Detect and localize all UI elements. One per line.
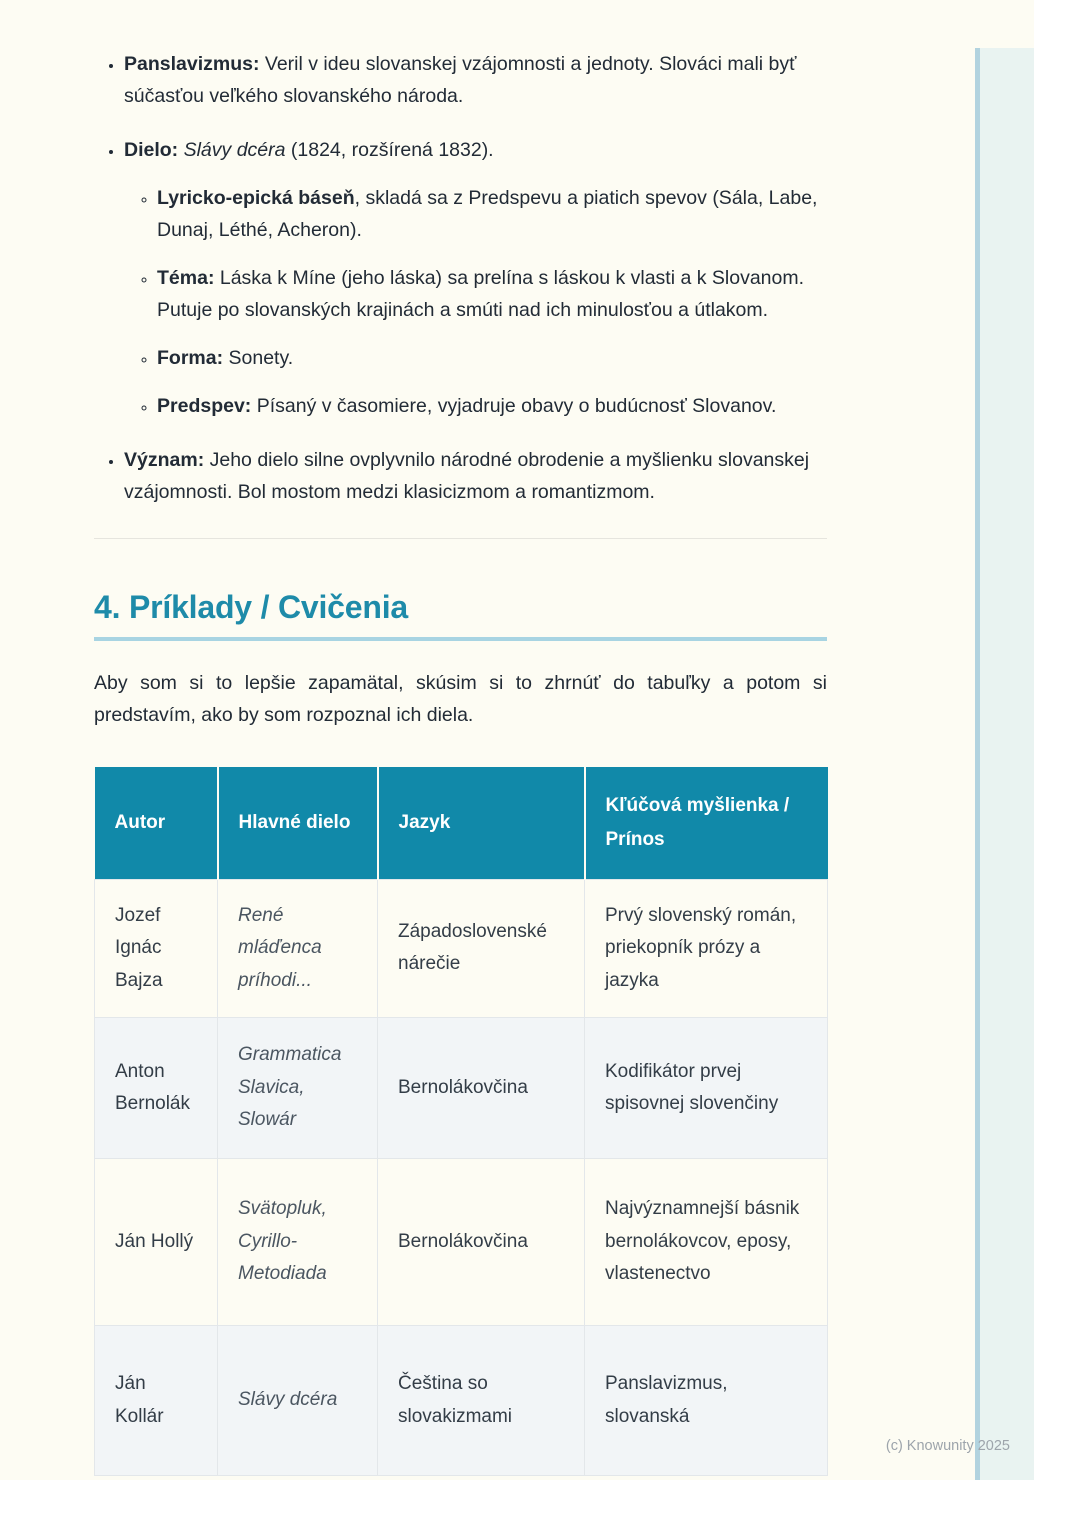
cell-autor: Anton Bernolák [95,1018,218,1159]
authors-table-header [95,767,828,879]
notes-sublist [124,182,827,422]
notes-list [94,48,827,508]
section-divider [94,538,827,539]
sublist-item-tema [157,262,827,326]
list-item-vyznam [124,444,827,508]
sublist-item-text: Láska k Míne (jeho láska) sa prelína s láskou k vlasti a k Slovanom. Putuje po slovanských krajinách a smúti nad ich minulosťou a útlakom. [157,267,805,321]
cell-autor: Jozef Ignác Bajza [95,879,218,1018]
cell-prinos: Prvý slovenský román, priekopník prózy a jazyka [585,879,828,1018]
list-item-term: Význam: [124,449,205,471]
list-item-text: Jeho dielo silne ovplyvnilo národné obrodenie a myšlienku slovanskej vzájomnosti. Bol mostom medzi klasicizmom a romantizmom. [124,449,810,503]
cell-prinos: Kodifikátor prvej spisovnej slovenčiny [585,1018,828,1159]
table-row-bernolak [95,1018,828,1159]
table-header-hlavne-dielo: Hlavné dielo [218,767,378,879]
sublist-item-term: Predspev: [157,395,252,417]
section-heading: 4. Príklady / Cvičenia [94,589,408,625]
cell-dielo: René mláďenca príhodi... [218,879,378,1018]
sublist-item-term: Téma: [157,267,215,289]
table-header-jazyk: Jazyk [378,767,585,879]
table-header-autor: Autor [95,767,218,879]
table-row-holly [95,1159,828,1326]
sublist-item-text: Písaný v časomiere, vyjadruje obavy o budúcnosť Slovanov. [251,395,777,417]
cell-jazyk: Západoslovenské nárečie [378,879,585,1018]
list-item-text: Veril v ideu slovanskej vzájomnosti a jednoty. Slováci mali byť súčasťou veľkého slovanského národa. [124,53,797,107]
list-item-panslavizmus [124,48,827,112]
sublist-item-text: , skladá sa z Predspevu a piatich spevov (Sála, Labe, Dunaj, Léthé, Acheron). [157,187,818,241]
sublist-item-forma [157,342,827,374]
cell-dielo: Slávy dcéra [218,1326,378,1476]
sublist-item-predspev [157,390,827,422]
cell-jazyk: Bernolákovčina [378,1159,585,1326]
list-item-term: Dielo: [124,139,179,161]
cell-prinos: Panslavizmus, slovanská [585,1326,828,1476]
cell-autor: Ján Kollár [95,1326,218,1476]
table-row-kollar [95,1326,828,1476]
list-item-text: (1824, rozšírená 1832). [285,139,494,161]
list-item-dielo [124,134,827,422]
section-heading-underline [94,637,827,641]
page-accent-band [975,48,1034,1480]
cell-dielo: Svätopluk, Cyrillo-Metodiada [218,1159,378,1326]
sublist-item-basen [157,182,827,246]
sublist-item-term: Forma: [157,347,224,369]
section-intro-paragraph: Aby som si to lepšie zapamätal, skúsim si to zhrnúť do tabuľky a potom si predstavím, ako by som rozpoznal ich diela. [94,672,827,726]
page-accent-band-line [975,48,980,1480]
table-row-bajza [95,879,828,1018]
table-header-klucova-myslienka: Kľúčová myšlienka / Prínos [585,767,828,879]
sublist-item-term: Lyricko-epická báseň [157,187,355,209]
authors-table [94,767,828,1476]
page-content [94,0,827,1476]
list-item-work-title: Slávy dcéra [178,139,286,161]
sublist-item-text: Sonety. [223,347,294,369]
cell-jazyk: Bernolákovčina [378,1018,585,1159]
table-header-row [95,767,828,879]
cell-dielo: Grammatica Slavica, Slowár [218,1018,378,1159]
cell-autor: Ján Hollý [95,1159,218,1326]
cell-jazyk: Čeština so slovakizmami [378,1326,585,1476]
cell-prinos: Najvýznamnejší básnik bernolákovcov, eposy, vlastenectvo [585,1159,828,1326]
copyright-note: (c) Knowunity 2025 [885,1438,1010,1454]
list-item-term: Panslavizmus: [124,53,260,75]
